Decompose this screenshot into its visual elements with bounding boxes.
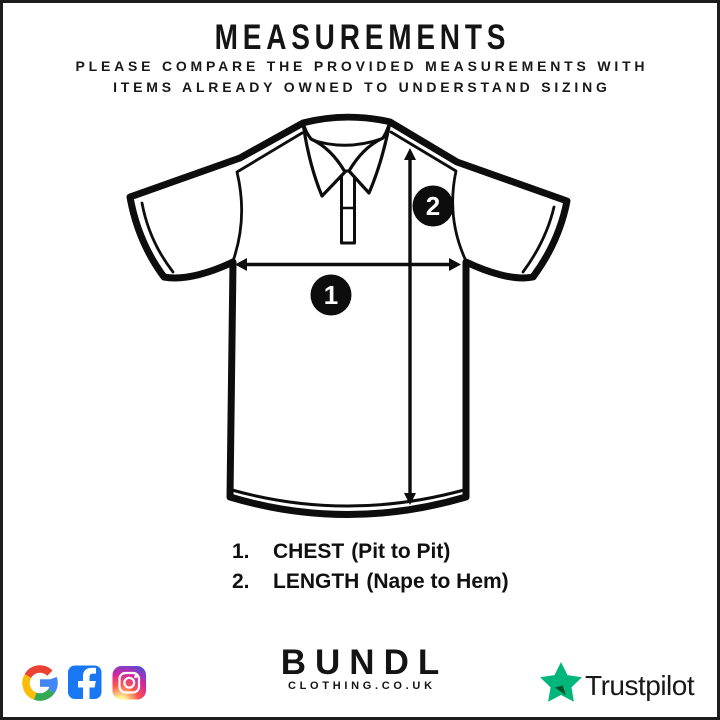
legend-number: 1. [232, 540, 250, 563]
subtitle-line-1: PLEASE COMPARE THE PROVIDED MEASUREMENTS WITH [75, 58, 649, 74]
legend-name: LENGTH [273, 570, 360, 593]
legend-detail: (Pit to Pit) [351, 540, 451, 563]
polo-shirt-drawing [130, 117, 567, 514]
marker-2-number: 2 [425, 191, 441, 221]
legend-item-chest [232, 537, 509, 567]
marker-1 [311, 275, 352, 316]
subtitle-line-2: ITEMS ALREADY OWNED TO UNDERSTAND SIZING [113, 79, 611, 95]
legend-item-length [232, 567, 509, 597]
legend-detail: (Nape to Hem) [366, 570, 509, 593]
marker-2 [413, 186, 454, 227]
brand-domain: CLOTHING.CO.UK [287, 680, 436, 692]
trustpilot-logo-text[interactable]: Trustpilot [585, 670, 695, 701]
marker-1-number: 1 [323, 280, 339, 310]
page-title: MEASUREMENTS [214, 18, 511, 57]
placket [342, 171, 355, 243]
measurement-legend [232, 537, 509, 597]
legend-number: 2. [232, 570, 250, 593]
brand-logo: BUNDL [280, 643, 449, 682]
legend-name: CHEST [273, 540, 345, 563]
